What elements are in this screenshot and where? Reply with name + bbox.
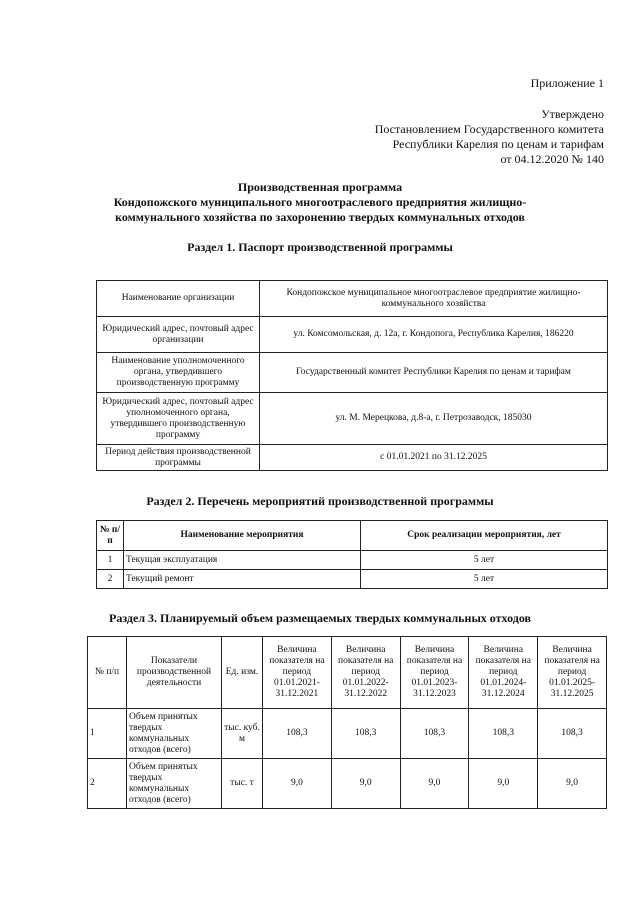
passport-label: Юридический адрес, почтовый адрес организации bbox=[97, 317, 260, 353]
column-header-period: Величина показателя на период 01.01.2021-31.12.2021 bbox=[263, 637, 332, 709]
passport-value: ул. Комсомольская, д. 12а, г. Кондопога, Республика Карелия, 186220 bbox=[260, 317, 608, 353]
row-indicator: Объем принятых твердых коммунальных отходов (всего) bbox=[127, 759, 222, 809]
row-indicator: Объем принятых твердых коммунальных отходов (всего) bbox=[127, 709, 222, 759]
approved-by-line-2: Республики Карелия по ценам и тарифам bbox=[392, 137, 604, 151]
approval-date: от 04.12.2020 № 140 bbox=[500, 152, 604, 166]
row-value: 9,0 bbox=[331, 759, 400, 809]
table-row bbox=[97, 521, 608, 551]
column-header-activity: Наименование мероприятия bbox=[124, 521, 361, 551]
passport-value: ул. М. Мерецкова, д.8-а, г. Петрозаводск, 185030 bbox=[260, 393, 608, 445]
table-row bbox=[88, 759, 607, 809]
waste-volume-table bbox=[87, 636, 607, 809]
column-header-indicator: Показатели производственной деятельности bbox=[127, 637, 222, 709]
activities-table bbox=[96, 520, 608, 589]
section-2-title: Раздел 2. Перечень мероприятий производственной программы bbox=[146, 494, 494, 508]
table-row bbox=[88, 709, 607, 759]
row-unit: тыс. куб. м bbox=[222, 709, 263, 759]
program-subtitle-line-1: Кондопожского муниципального многоотраслевого предприятия жилищно- bbox=[113, 195, 527, 209]
passport-value: Государственный комитет Республики Карелия по ценам и тарифам bbox=[260, 353, 608, 393]
row-value: 108,3 bbox=[331, 709, 400, 759]
row-value: 108,3 bbox=[400, 709, 469, 759]
row-value: 9,0 bbox=[400, 759, 469, 809]
column-header-period: Величина показателя на период 01.01.2025-31.12.2025 bbox=[538, 637, 607, 709]
column-header-period: Величина показателя на период 01.01.2024-31.12.2024 bbox=[469, 637, 538, 709]
table-row bbox=[97, 393, 608, 445]
activity-name: Текущая эксплуатация bbox=[124, 551, 361, 570]
row-number: 2 bbox=[88, 759, 127, 809]
column-header-number: № п/п bbox=[88, 637, 127, 709]
table-row bbox=[97, 570, 608, 589]
row-value: 9,0 bbox=[469, 759, 538, 809]
passport-table bbox=[96, 280, 608, 471]
table-row bbox=[97, 281, 608, 317]
approved-label: Утверждено bbox=[541, 107, 604, 121]
row-number: 1 bbox=[88, 709, 127, 759]
row-value: 108,3 bbox=[538, 709, 607, 759]
column-header-period: Величина показателя на период 01.01.2022-31.12.2022 bbox=[331, 637, 400, 709]
table-row bbox=[88, 637, 607, 709]
column-header-period: Величина показателя на период 01.01.2023-31.12.2023 bbox=[400, 637, 469, 709]
row-value: 108,3 bbox=[263, 709, 332, 759]
column-header-term: Срок реализации мероприятия, лет bbox=[361, 521, 608, 551]
activity-term: 5 лет bbox=[361, 551, 608, 570]
program-title: Производственная программа bbox=[237, 180, 403, 194]
table-row bbox=[97, 445, 608, 471]
passport-label: Юридический адрес, почтовый адрес уполномоченного органа, утвердившего производственную программу bbox=[97, 393, 260, 445]
table-row bbox=[97, 317, 608, 353]
row-unit: тыс. т bbox=[222, 759, 263, 809]
column-header-unit: Ед. изм. bbox=[222, 637, 263, 709]
appendix-label: Приложение 1 bbox=[530, 76, 604, 90]
table-row bbox=[97, 353, 608, 393]
activity-term: 5 лет bbox=[361, 570, 608, 589]
activity-number: 1 bbox=[97, 551, 124, 570]
section-1-title: Раздел 1. Паспорт производственной программы bbox=[187, 240, 453, 254]
passport-label: Наименование организации bbox=[97, 281, 260, 317]
program-subtitle-line-2: коммунального хозяйства по захоронению твердых коммунальных отходов bbox=[115, 210, 525, 224]
passport-value: Кондопожское муниципальное многоотраслевое предприятие жилищно-коммунального хозяйства bbox=[260, 281, 608, 317]
activity-number: 2 bbox=[97, 570, 124, 589]
passport-value: с 01.01.2021 по 31.12.2025 bbox=[260, 445, 608, 471]
passport-label: Период действия производственной программы bbox=[97, 445, 260, 471]
section-3-title: Раздел 3. Планируемый объем размещаемых твердых коммунальных отходов bbox=[108, 611, 531, 625]
passport-label: Наименование уполномоченного органа, утвердившего производственную программу bbox=[97, 353, 260, 393]
row-value: 9,0 bbox=[263, 759, 332, 809]
activity-name: Текущий ремонт bbox=[124, 570, 361, 589]
column-header-number: № п/п bbox=[97, 521, 124, 551]
row-value: 9,0 bbox=[538, 759, 607, 809]
approved-by-line-1: Постановлением Государственного комитета bbox=[374, 122, 604, 136]
row-value: 108,3 bbox=[469, 709, 538, 759]
table-row bbox=[97, 551, 608, 570]
